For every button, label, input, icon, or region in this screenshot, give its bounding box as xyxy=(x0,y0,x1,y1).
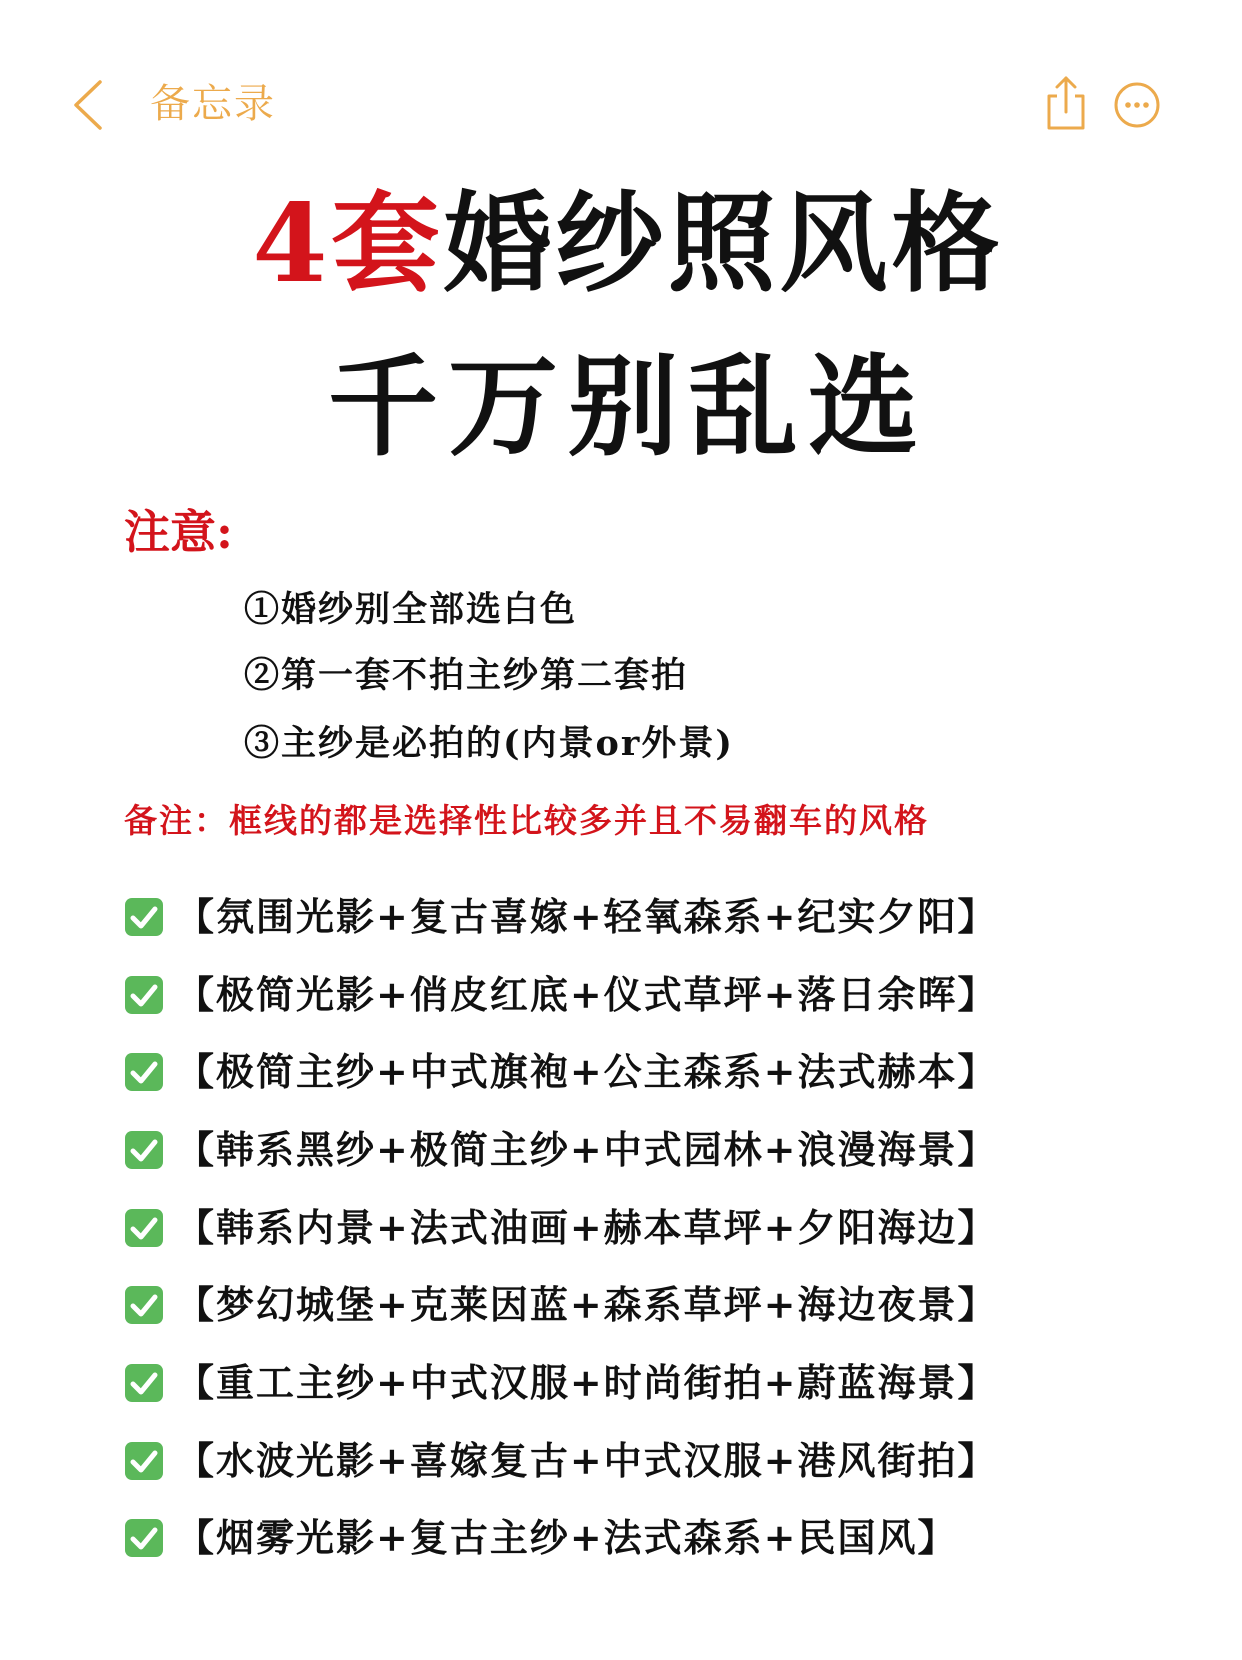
list-item xyxy=(124,1189,1184,1267)
notice-heading: 注意: xyxy=(124,505,233,559)
style-checklist xyxy=(124,878,1184,1577)
check-icon xyxy=(124,1208,164,1248)
list-item xyxy=(124,1500,1184,1578)
list-item xyxy=(124,878,1184,956)
back-button-label[interactable]: 备忘录 xyxy=(150,81,276,127)
list-item-text: 【重工主纱+中式汉服+时尚街拍+蔚蓝海景】 xyxy=(176,1359,998,1405)
list-item-text: 【烟雾光影+复古主纱+法式森系+民国风】 xyxy=(176,1515,958,1561)
check-icon xyxy=(124,1518,164,1558)
title-rest: 婚纱照风格 xyxy=(443,181,1004,307)
list-item xyxy=(124,956,1184,1034)
share-icon[interactable] xyxy=(1045,74,1087,132)
list-item xyxy=(124,1422,1184,1500)
list-item-text: 【韩系内景+法式油画+赫本草坪+夕阳海边】 xyxy=(176,1204,998,1250)
check-icon xyxy=(124,1052,164,1092)
title-highlight: 4套 xyxy=(252,181,444,307)
list-item xyxy=(124,1266,1184,1344)
notice-item: ③主纱是必拍的(内景or外景) xyxy=(244,723,734,764)
list-item-text: 【韩系黑纱+极简主纱+中式园林+浪漫海景】 xyxy=(176,1126,998,1172)
more-icon[interactable] xyxy=(1113,81,1161,129)
list-item xyxy=(124,1111,1184,1189)
list-item-text: 【极简光影+俏皮红底+仪式草坪+落日余晖】 xyxy=(176,971,998,1017)
list-item xyxy=(124,1033,1184,1111)
remark-text: 备注：框线的都是选择性比较多并且不易翻车的风格 xyxy=(124,801,929,840)
list-item xyxy=(124,1344,1184,1422)
check-icon xyxy=(124,975,164,1015)
list-item-text: 【极简主纱+中式旗袍+公主森系+法式赫本】 xyxy=(176,1049,998,1095)
chevron-left-icon[interactable] xyxy=(70,78,106,132)
check-icon xyxy=(124,897,164,937)
list-item-text: 【氛围光影+复古喜嫁+轻氧森系+纪实夕阳】 xyxy=(176,893,998,939)
check-icon xyxy=(124,1130,164,1170)
list-item-text: 【梦幻城堡+克莱因蓝+森系草坪+海边夜景】 xyxy=(176,1282,998,1328)
notice-item: ②第一套不拍主纱第二套拍 xyxy=(244,655,689,696)
check-icon xyxy=(124,1441,164,1481)
check-icon xyxy=(124,1285,164,1325)
list-item-text: 【水波光影+喜嫁复古+中式汉服+港风街拍】 xyxy=(176,1437,998,1483)
check-icon xyxy=(124,1363,164,1403)
page-title-line1 xyxy=(0,181,1242,307)
notice-item: ①婚纱别全部选白色 xyxy=(244,589,578,630)
page-title-line2: 千万别乱选 xyxy=(328,342,928,471)
